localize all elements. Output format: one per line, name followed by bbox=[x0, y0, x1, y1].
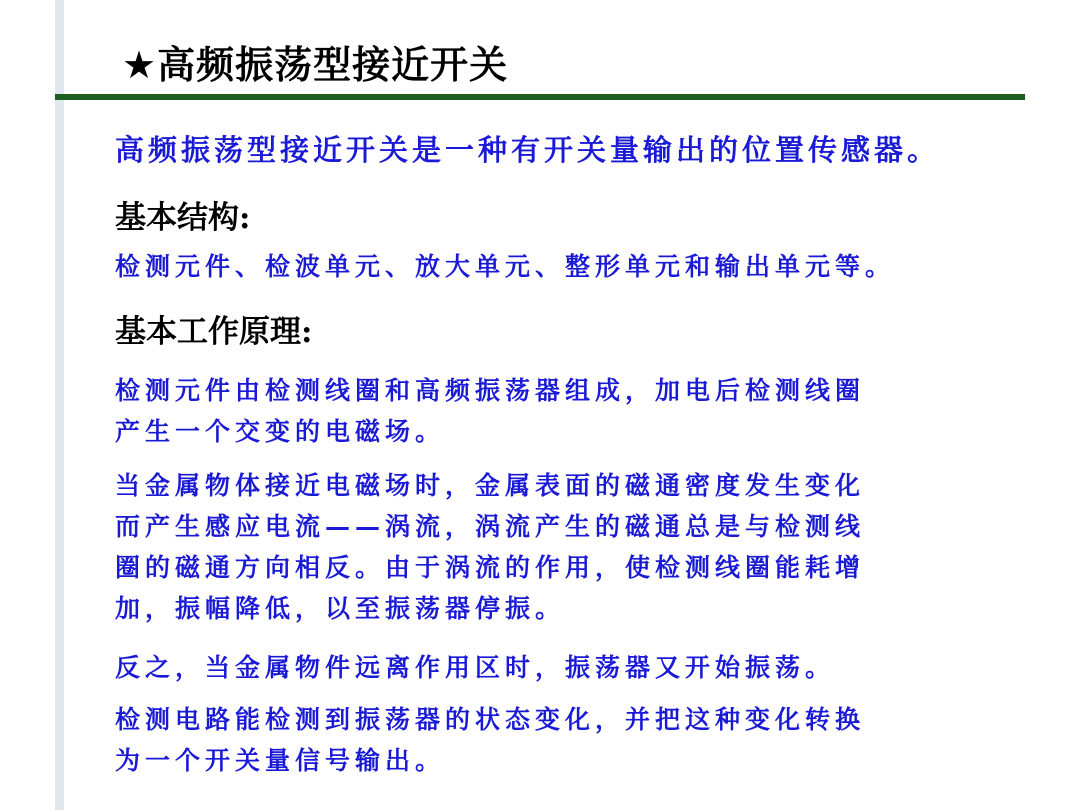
structure-text: 检测元件、检波单元、放大单元、整形单元和输出单元等。 bbox=[115, 252, 896, 281]
paragraph-line: 加，振幅降低，以至振荡器停振。 bbox=[115, 594, 566, 623]
paragraph-line: 检测元件由检测线圈和高频振荡器组成，加电后检测线圈 bbox=[115, 376, 866, 405]
principle-paragraph-2 bbox=[115, 465, 865, 629]
structure-heading: 基本结构: bbox=[115, 200, 251, 236]
paragraph-line: 圈的磁通方向相反。由于涡流的作用，使检测线圈能耗增 bbox=[115, 553, 866, 582]
paragraph-line: 而产生感应电流——涡流，涡流产生的磁通总是与检测线 bbox=[115, 512, 866, 541]
principle-heading: 基本工作原理: bbox=[115, 314, 313, 350]
paragraph-line: 为一个开关量信号输出。 bbox=[115, 746, 446, 775]
paragraph-line: 产生一个交变的电磁场。 bbox=[115, 417, 446, 446]
principle-paragraph-3 bbox=[115, 647, 835, 688]
title-underline bbox=[55, 94, 1025, 100]
intro-sentence: 高频振荡型接近开关是一种有开关量输出的位置传感器。 bbox=[115, 133, 941, 167]
principle-paragraph-1 bbox=[115, 370, 865, 452]
paragraph-line: 检测电路能检测到振荡器的状态变化，并把这种变化转换 bbox=[115, 705, 866, 734]
principle-paragraph-4 bbox=[115, 699, 865, 781]
left-accent-bar bbox=[55, 0, 64, 810]
paragraph-line: 当金属物体接近电磁场时，金属表面的磁通密度发生变化 bbox=[115, 471, 866, 500]
slide-title: ★高频振荡型接近开关 bbox=[122, 43, 509, 87]
paragraph-line: 反之，当金属物件远离作用区时，振荡器又开始振荡。 bbox=[115, 653, 836, 682]
